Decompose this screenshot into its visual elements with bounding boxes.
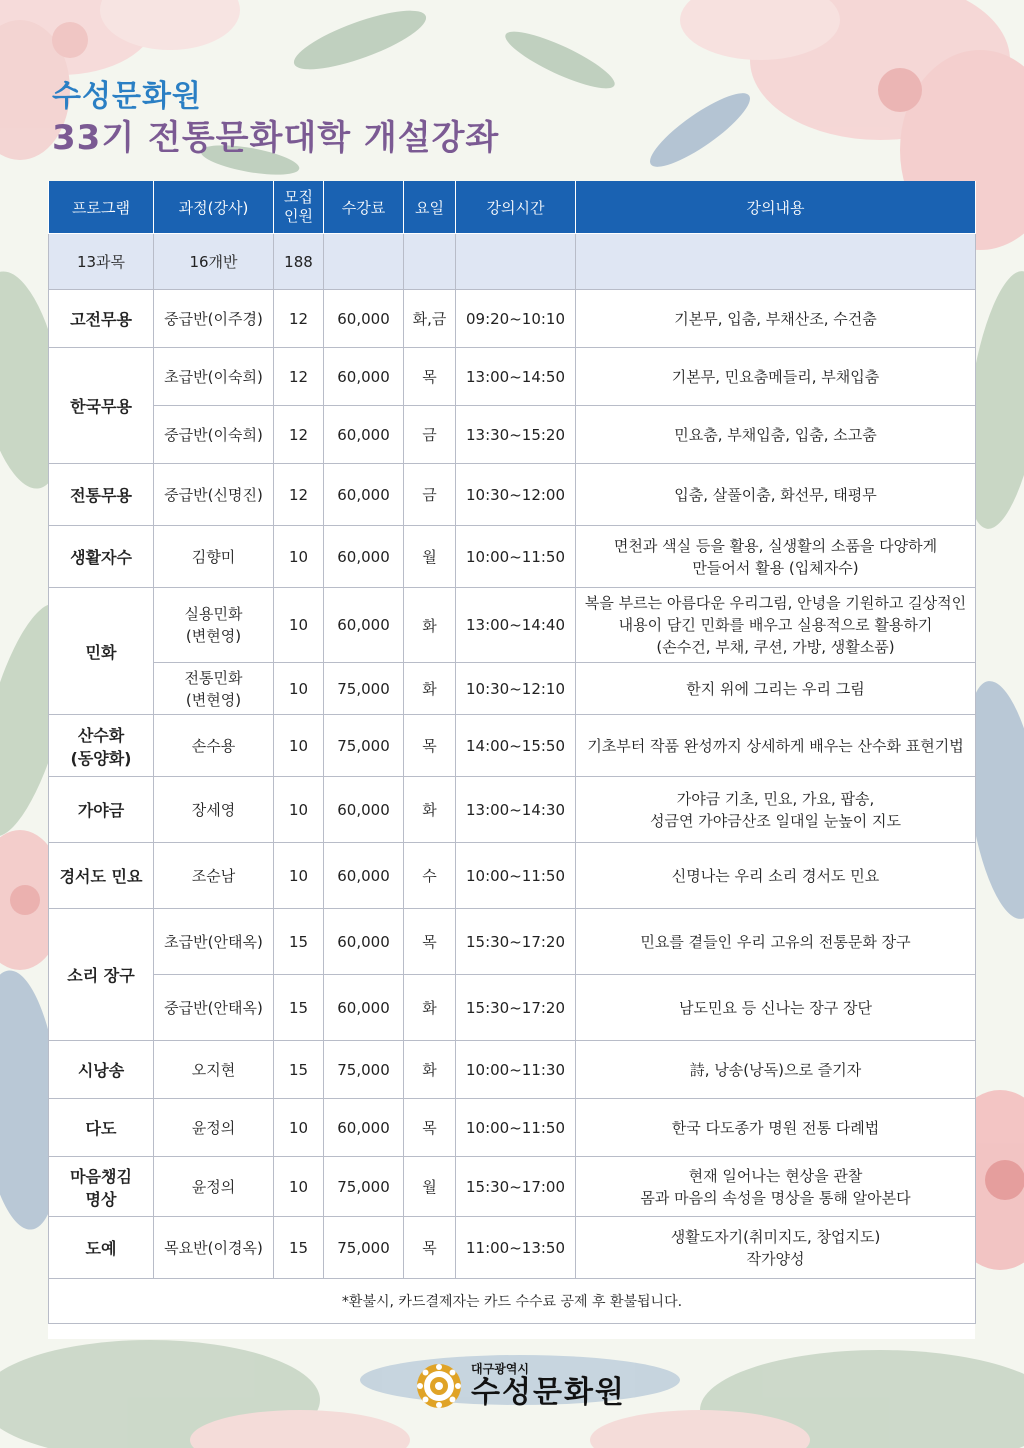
summary-count: 188	[274, 234, 324, 290]
content-cell: 기초부터 작품 완성까지 상세하게 배우는 산수화 표현기법	[576, 715, 976, 777]
fee-cell: 75,000	[324, 1157, 404, 1217]
fee-cell: 60,000	[324, 588, 404, 663]
course-cell: 중급반(이주경)	[154, 290, 274, 348]
col-header-program: 프로그램	[49, 181, 154, 234]
table-row	[49, 588, 976, 663]
courses-table	[48, 181, 976, 1324]
course-cell: 오지현	[154, 1041, 274, 1099]
day-cell: 목	[404, 1217, 456, 1279]
day-cell: 화	[404, 975, 456, 1041]
table-row	[49, 777, 976, 843]
time-cell: 15:30~17:00	[456, 1157, 576, 1217]
time-cell: 15:30~17:20	[456, 909, 576, 975]
content-cell: 한지 위에 그리는 우리 그림	[576, 663, 976, 715]
count-cell: 10	[274, 526, 324, 588]
col-header-course: 과정(강사)	[154, 181, 274, 234]
day-cell: 화	[404, 1041, 456, 1099]
program-cell: 산수화 (동양화)	[49, 715, 154, 777]
content-cell: 신명나는 우리 소리 경서도 민요	[576, 843, 976, 909]
course-cell: 손수용	[154, 715, 274, 777]
program-cell: 민화	[49, 588, 154, 715]
summary-empty	[576, 234, 976, 290]
fee-cell: 60,000	[324, 1099, 404, 1157]
program-cell: 마음챙김 명상	[49, 1157, 154, 1217]
time-cell: 13:00~14:50	[456, 348, 576, 406]
content-cell: 면천과 색실 등을 활용, 실생활의 소품을 다양하게 만들어서 활용 (입체자수)	[576, 526, 976, 588]
course-cell: 중급반(이숙희)	[154, 406, 274, 464]
time-cell: 14:00~15:50	[456, 715, 576, 777]
time-cell: 09:20~10:10	[456, 290, 576, 348]
time-cell: 10:30~12:00	[456, 464, 576, 526]
count-cell: 15	[274, 1217, 324, 1279]
day-cell: 월	[404, 1157, 456, 1217]
day-cell: 화,금	[404, 290, 456, 348]
table-body	[49, 234, 976, 1279]
footer-org: 수성문화원	[471, 1375, 626, 1410]
time-cell: 15:30~17:20	[456, 975, 576, 1041]
table-row	[49, 1099, 976, 1157]
table-row	[49, 1041, 976, 1099]
fee-cell: 60,000	[324, 406, 404, 464]
day-cell: 목	[404, 715, 456, 777]
fee-cell: 60,000	[324, 777, 404, 843]
course-cell: 장세영	[154, 777, 274, 843]
course-cell: 김향미	[154, 526, 274, 588]
table-header-row	[49, 181, 976, 234]
count-cell: 10	[274, 715, 324, 777]
table-row	[49, 975, 976, 1041]
day-cell: 목	[404, 348, 456, 406]
refund-note: *환불시, 카드결제자는 카드 수수료 공제 후 환불됩니다.	[49, 1279, 976, 1324]
time-cell: 11:00~13:50	[456, 1217, 576, 1279]
summary-empty	[324, 234, 404, 290]
content-cell: 가야금 기초, 민요, 가요, 팝송, 성금연 가야금산조 일대일 눈높이 지도	[576, 777, 976, 843]
count-cell: 10	[274, 1099, 324, 1157]
count-cell: 15	[274, 909, 324, 975]
time-cell: 10:00~11:50	[456, 843, 576, 909]
summary-program: 13과목	[49, 234, 154, 290]
day-cell: 금	[404, 464, 456, 526]
table-row	[49, 348, 976, 406]
day-cell: 화	[404, 588, 456, 663]
fee-cell: 60,000	[324, 290, 404, 348]
table-row	[49, 909, 976, 975]
content-cell: 생활도자기(취미지도, 창업지도) 작가양성	[576, 1217, 976, 1279]
program-cell: 다도	[49, 1099, 154, 1157]
course-cell: 중급반(안태옥)	[154, 975, 274, 1041]
fee-cell: 75,000	[324, 1041, 404, 1099]
table-row	[49, 715, 976, 777]
org-title: 수성문화원	[52, 79, 202, 114]
summary-row	[49, 234, 976, 290]
course-cell: 초급반(이숙희)	[154, 348, 274, 406]
count-cell: 10	[274, 663, 324, 715]
count-cell: 15	[274, 1041, 324, 1099]
day-cell: 화	[404, 663, 456, 715]
content-cell: 민요춤, 부채입춤, 입춤, 소고춤	[576, 406, 976, 464]
content-cell: 기본무, 입춤, 부채산조, 수건춤	[576, 290, 976, 348]
fee-cell: 60,000	[324, 843, 404, 909]
time-cell: 13:00~14:30	[456, 777, 576, 843]
program-cell: 한국무용	[49, 348, 154, 464]
program-cell: 생활자수	[49, 526, 154, 588]
program-cell: 경서도 민요	[49, 843, 154, 909]
emblem-icon	[415, 1362, 463, 1410]
course-cell: 전통민화 (변현영)	[154, 663, 274, 715]
count-cell: 15	[274, 975, 324, 1041]
day-cell: 수	[404, 843, 456, 909]
program-cell: 시낭송	[49, 1041, 154, 1099]
fee-cell: 60,000	[324, 975, 404, 1041]
content-cell: 詩, 낭송(낭독)으로 즐기자	[576, 1041, 976, 1099]
day-cell: 월	[404, 526, 456, 588]
time-cell: 13:00~14:40	[456, 588, 576, 663]
content-cell: 남도민요 등 신나는 장구 장단	[576, 975, 976, 1041]
content-cell: 한국 다도종가 명원 전통 다례법	[576, 1099, 976, 1157]
summary-course: 16개반	[154, 234, 274, 290]
count-cell: 12	[274, 406, 324, 464]
program-cell: 소리 장구	[49, 909, 154, 1041]
page-title	[52, 78, 499, 160]
course-cell: 조순남	[154, 843, 274, 909]
fee-cell: 60,000	[324, 526, 404, 588]
content-cell: 입춤, 살풀이춤, 화선무, 태평무	[576, 464, 976, 526]
time-cell: 10:30~12:10	[456, 663, 576, 715]
fee-cell: 75,000	[324, 663, 404, 715]
note-row	[49, 1279, 976, 1324]
course-cell: 중급반(신명진)	[154, 464, 274, 526]
day-cell: 금	[404, 406, 456, 464]
day-cell: 목	[404, 909, 456, 975]
col-header-content: 강의내용	[576, 181, 976, 234]
fee-cell: 60,000	[324, 464, 404, 526]
program-cell: 전통무용	[49, 464, 154, 526]
table-row	[49, 663, 976, 715]
count-cell: 12	[274, 290, 324, 348]
fee-cell: 60,000	[324, 348, 404, 406]
summary-empty	[456, 234, 576, 290]
course-cell: 초급반(안태옥)	[154, 909, 274, 975]
footer-city: 대구광역시	[471, 1362, 529, 1376]
count-cell: 10	[274, 588, 324, 663]
time-cell: 10:00~11:50	[456, 1099, 576, 1157]
table-row	[49, 843, 976, 909]
col-header-time: 강의시간	[456, 181, 576, 234]
course-cell: 목요반(이경옥)	[154, 1217, 274, 1279]
count-cell: 12	[274, 348, 324, 406]
col-header-fee: 수강료	[324, 181, 404, 234]
table-row	[49, 1157, 976, 1217]
day-cell: 목	[404, 1099, 456, 1157]
time-cell: 13:30~15:20	[456, 406, 576, 464]
course-cell: 윤정의	[154, 1157, 274, 1217]
content-cell: 복을 부르는 아름다운 우리그림, 안녕을 기원하고 길상적인 내용이 담긴 민화를 배우고 실용적으로 활용하기 (손수건, 부채, 쿠션, 가방, 생활소품)	[576, 588, 976, 663]
program-cell: 가야금	[49, 777, 154, 843]
count-cell: 12	[274, 464, 324, 526]
count-cell: 10	[274, 1157, 324, 1217]
fee-cell: 75,000	[324, 1217, 404, 1279]
program-cell: 도예	[49, 1217, 154, 1279]
course-cell: 윤정의	[154, 1099, 274, 1157]
content-cell: 민요를 곁들인 우리 고유의 전통문화 장구	[576, 909, 976, 975]
table-row	[49, 290, 976, 348]
content-cell: 기본무, 민요춤메들리, 부채입춤	[576, 348, 976, 406]
count-cell: 10	[274, 777, 324, 843]
fee-cell: 75,000	[324, 715, 404, 777]
table-row	[49, 464, 976, 526]
table-row	[49, 526, 976, 588]
summary-empty	[404, 234, 456, 290]
fee-cell: 60,000	[324, 909, 404, 975]
program-cell: 고전무용	[49, 290, 154, 348]
col-header-count: 모집 인원	[274, 181, 324, 234]
content-cell: 현재 일어나는 현상을 관찰 몸과 마음의 속성을 명상을 통해 알아본다	[576, 1157, 976, 1217]
count-cell: 10	[274, 843, 324, 909]
course-title: 33기 전통문화대학 개설강좌	[52, 118, 500, 158]
day-cell: 화	[404, 777, 456, 843]
table-row	[49, 406, 976, 464]
course-cell: 실용민화 (변현영)	[154, 588, 274, 663]
time-cell: 10:00~11:50	[456, 526, 576, 588]
footer-logo	[415, 1362, 626, 1410]
col-header-day: 요일	[404, 181, 456, 234]
time-cell: 10:00~11:30	[456, 1041, 576, 1099]
table-row	[49, 1217, 976, 1279]
